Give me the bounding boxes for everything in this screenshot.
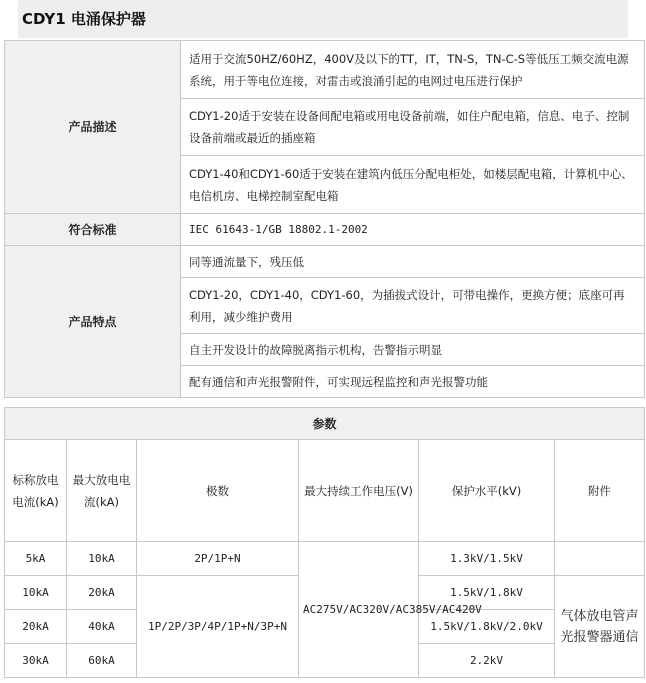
header-poles: 极数 (137, 440, 299, 542)
max-cell: 60kA (67, 644, 137, 678)
page-title: CDY1 电涌保护器 (22, 10, 146, 28)
accessory-cell: 气体放电管声光报警器通信 (555, 576, 645, 678)
accessory-empty-cell (555, 542, 645, 576)
header-nominal-current: 标称放电电流(kA) (5, 440, 67, 542)
max-cell: 10kA (67, 542, 137, 576)
max-cell: 20kA (67, 576, 137, 610)
level-cell: 1.3kV/1.5kV (419, 542, 555, 576)
product-info-table (4, 40, 645, 398)
feature-item-3: 自主开发设计的故障脱离指示机构，告警指示明显 (181, 334, 645, 366)
feature-item-4: 配有通信和声光报警附件，可实现远程监控和声光报警功能 (181, 366, 645, 398)
nominal-cell: 10kA (5, 576, 67, 610)
level-cell: 1.5kV/1.8kV (419, 576, 555, 610)
header-accessory: 附件 (555, 440, 645, 542)
nominal-cell: 30kA (5, 644, 67, 678)
description-item-2: CDY1-20适于安装在设备间配电箱或用电设备前端，如住户配电箱，信息、电子、控制设备前端或最近的插座箱 (181, 99, 645, 156)
nominal-cell: 5kA (5, 542, 67, 576)
feature-item-2: CDY1-20，CDY1-40，CDY1-60，为插拔式设计，可带电操作，更换方便；底座可再利用，减少维护费用 (181, 278, 645, 334)
max-cell: 40kA (67, 610, 137, 644)
nominal-cell: 20kA (5, 610, 67, 644)
standard-label: 符合标准 (5, 214, 181, 246)
level-cell: 1.5kV/1.8kV/2.0kV (419, 610, 555, 644)
description-item-1: 适用于交流50HZ/60HZ，400V及以下的TT，IT，TN-S，TN-C-S等低压工频交流电源系统，用于等电位连接，对雷击或浪涌引起的电网过电压进行保护 (181, 41, 645, 99)
poles-cell-1: 2P/1P+N (137, 542, 299, 576)
features-label: 产品特点 (5, 246, 181, 398)
parameters-table (4, 407, 645, 678)
description-item-3: CDY1-40和CDY1-60适于安装在建筑内低压分配电柜处，如楼层配电箱，计算机中心、电信机房、电梯控制室配电箱 (181, 156, 645, 214)
level-cell: 2.2kV (419, 644, 555, 678)
voltage-cell: AC275V/AC320V/AC385V/AC420V (299, 542, 419, 678)
header-max-current: 最大放电电流(kA) (67, 440, 137, 542)
feature-item-1: 同等通流量下，残压低 (181, 246, 645, 278)
parameters-title: 参数 (5, 408, 645, 440)
standard-value: IEC 61643-1/GB 18802.1-2002 (181, 214, 645, 246)
header-max-voltage: 最大持续工作电压(V) (299, 440, 419, 542)
header-protection-level: 保护水平(kV) (419, 440, 555, 542)
poles-cell-2: 1P/2P/3P/4P/1P+N/3P+N (137, 576, 299, 678)
description-label: 产品描述 (5, 41, 181, 214)
